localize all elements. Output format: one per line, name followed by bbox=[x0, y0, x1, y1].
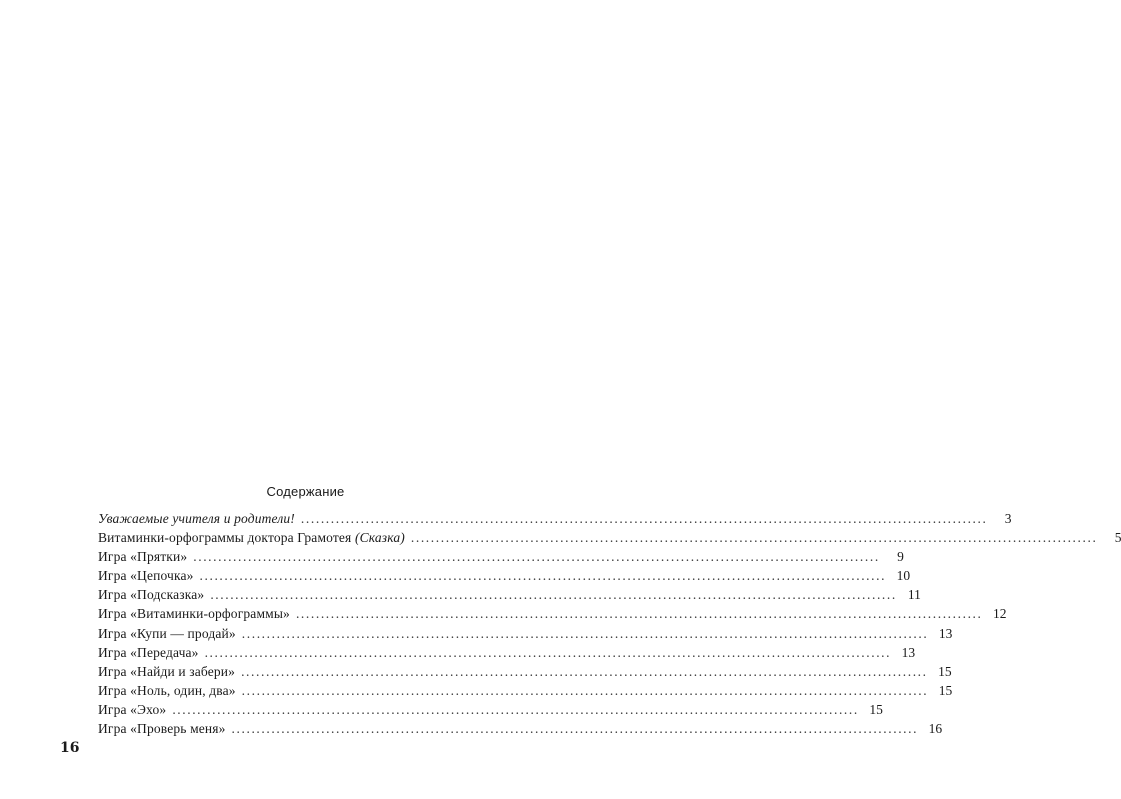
toc-entry-page: 15 bbox=[869, 701, 883, 717]
toc-entry-page: 9 bbox=[897, 549, 904, 565]
toc-entry-title: Игра «Проверь меня» bbox=[98, 721, 226, 737]
toc-entry[interactable] bbox=[98, 566, 911, 585]
toc-entry-title: Игра «Найди и забери» bbox=[98, 663, 236, 679]
toc-dot-leader: .......................................................................................................................................... bbox=[199, 568, 887, 584]
toc-entry-title: Игра «Подсказка» bbox=[98, 587, 205, 603]
toc-entry-page: 11 bbox=[907, 587, 921, 603]
table-of-contents bbox=[98, 509, 1121, 738]
toc-entry[interactable] bbox=[98, 509, 1012, 528]
toc-entry-title: Игра «Передача» bbox=[98, 644, 199, 660]
toc-dot-leader: .......................................................................................................................................... bbox=[241, 682, 929, 698]
toc-entry[interactable] bbox=[98, 624, 953, 643]
page-number: 16 bbox=[60, 740, 80, 756]
toc-dot-leader: .......................................................................................................................................... bbox=[172, 701, 859, 717]
toc-entry-title: Игра «Купи — продай» bbox=[98, 625, 236, 641]
toc-entry-page: 15 bbox=[938, 663, 952, 679]
toc-dot-leader: .......................................................................................................................................... bbox=[193, 549, 880, 565]
toc-entry-page: 12 bbox=[993, 606, 1007, 622]
toc-entry[interactable] bbox=[98, 700, 883, 719]
toc-entry[interactable] bbox=[98, 662, 952, 681]
toc-dot-leader: .......................................................................................................................................... bbox=[241, 663, 928, 679]
toc-entry[interactable] bbox=[98, 547, 904, 566]
toc-entry-page: 5 bbox=[1114, 530, 1121, 546]
toc-entry-page: 15 bbox=[938, 682, 953, 698]
toc-dot-leader: .......................................................................................................................................... bbox=[231, 721, 919, 737]
toc-entry-title: Игра «Витаминки-орфограммы» bbox=[98, 606, 290, 622]
toc-entry[interactable] bbox=[98, 528, 1121, 547]
toc-dot-leader: .......................................................................................................................................... bbox=[241, 625, 929, 641]
toc-entry-page: 13 bbox=[938, 625, 953, 641]
toc-heading: Содержание bbox=[266, 484, 345, 499]
toc-entry-title: Уважаемые учителя и родители! bbox=[98, 511, 295, 526]
toc-entry[interactable] bbox=[98, 585, 921, 604]
toc-dot-leader: .......................................................................................................................................... bbox=[410, 530, 1098, 546]
toc-entry-page: 3 bbox=[1004, 511, 1012, 526]
toc-entry-page: 10 bbox=[896, 568, 911, 584]
toc-entry-page: 16 bbox=[928, 721, 943, 737]
toc-entry-page: 13 bbox=[901, 644, 916, 660]
toc-entry[interactable] bbox=[98, 719, 943, 738]
toc-entry[interactable] bbox=[98, 681, 953, 700]
toc-entry-title: Витаминки-орфограммы доктора Грамотея (Сказка) bbox=[98, 530, 405, 546]
toc-entry[interactable] bbox=[98, 643, 916, 662]
toc-dot-leader: .......................................................................................................................................... bbox=[300, 511, 988, 526]
toc-dot-leader: .......................................................................................................................................... bbox=[295, 606, 983, 622]
toc-entry-title: Игра «Прятки» bbox=[98, 549, 188, 565]
toc-entry[interactable] bbox=[98, 604, 1007, 623]
toc-entry-title: Игра «Ноль, один, два» bbox=[98, 682, 236, 698]
toc-entry-title: Игра «Цепочка» bbox=[98, 568, 194, 584]
toc-entry-title: Игра «Эхо» bbox=[98, 701, 167, 717]
toc-dot-leader: .......................................................................................................................................... bbox=[204, 644, 892, 660]
toc-dot-leader: .......................................................................................................................................... bbox=[210, 587, 897, 603]
